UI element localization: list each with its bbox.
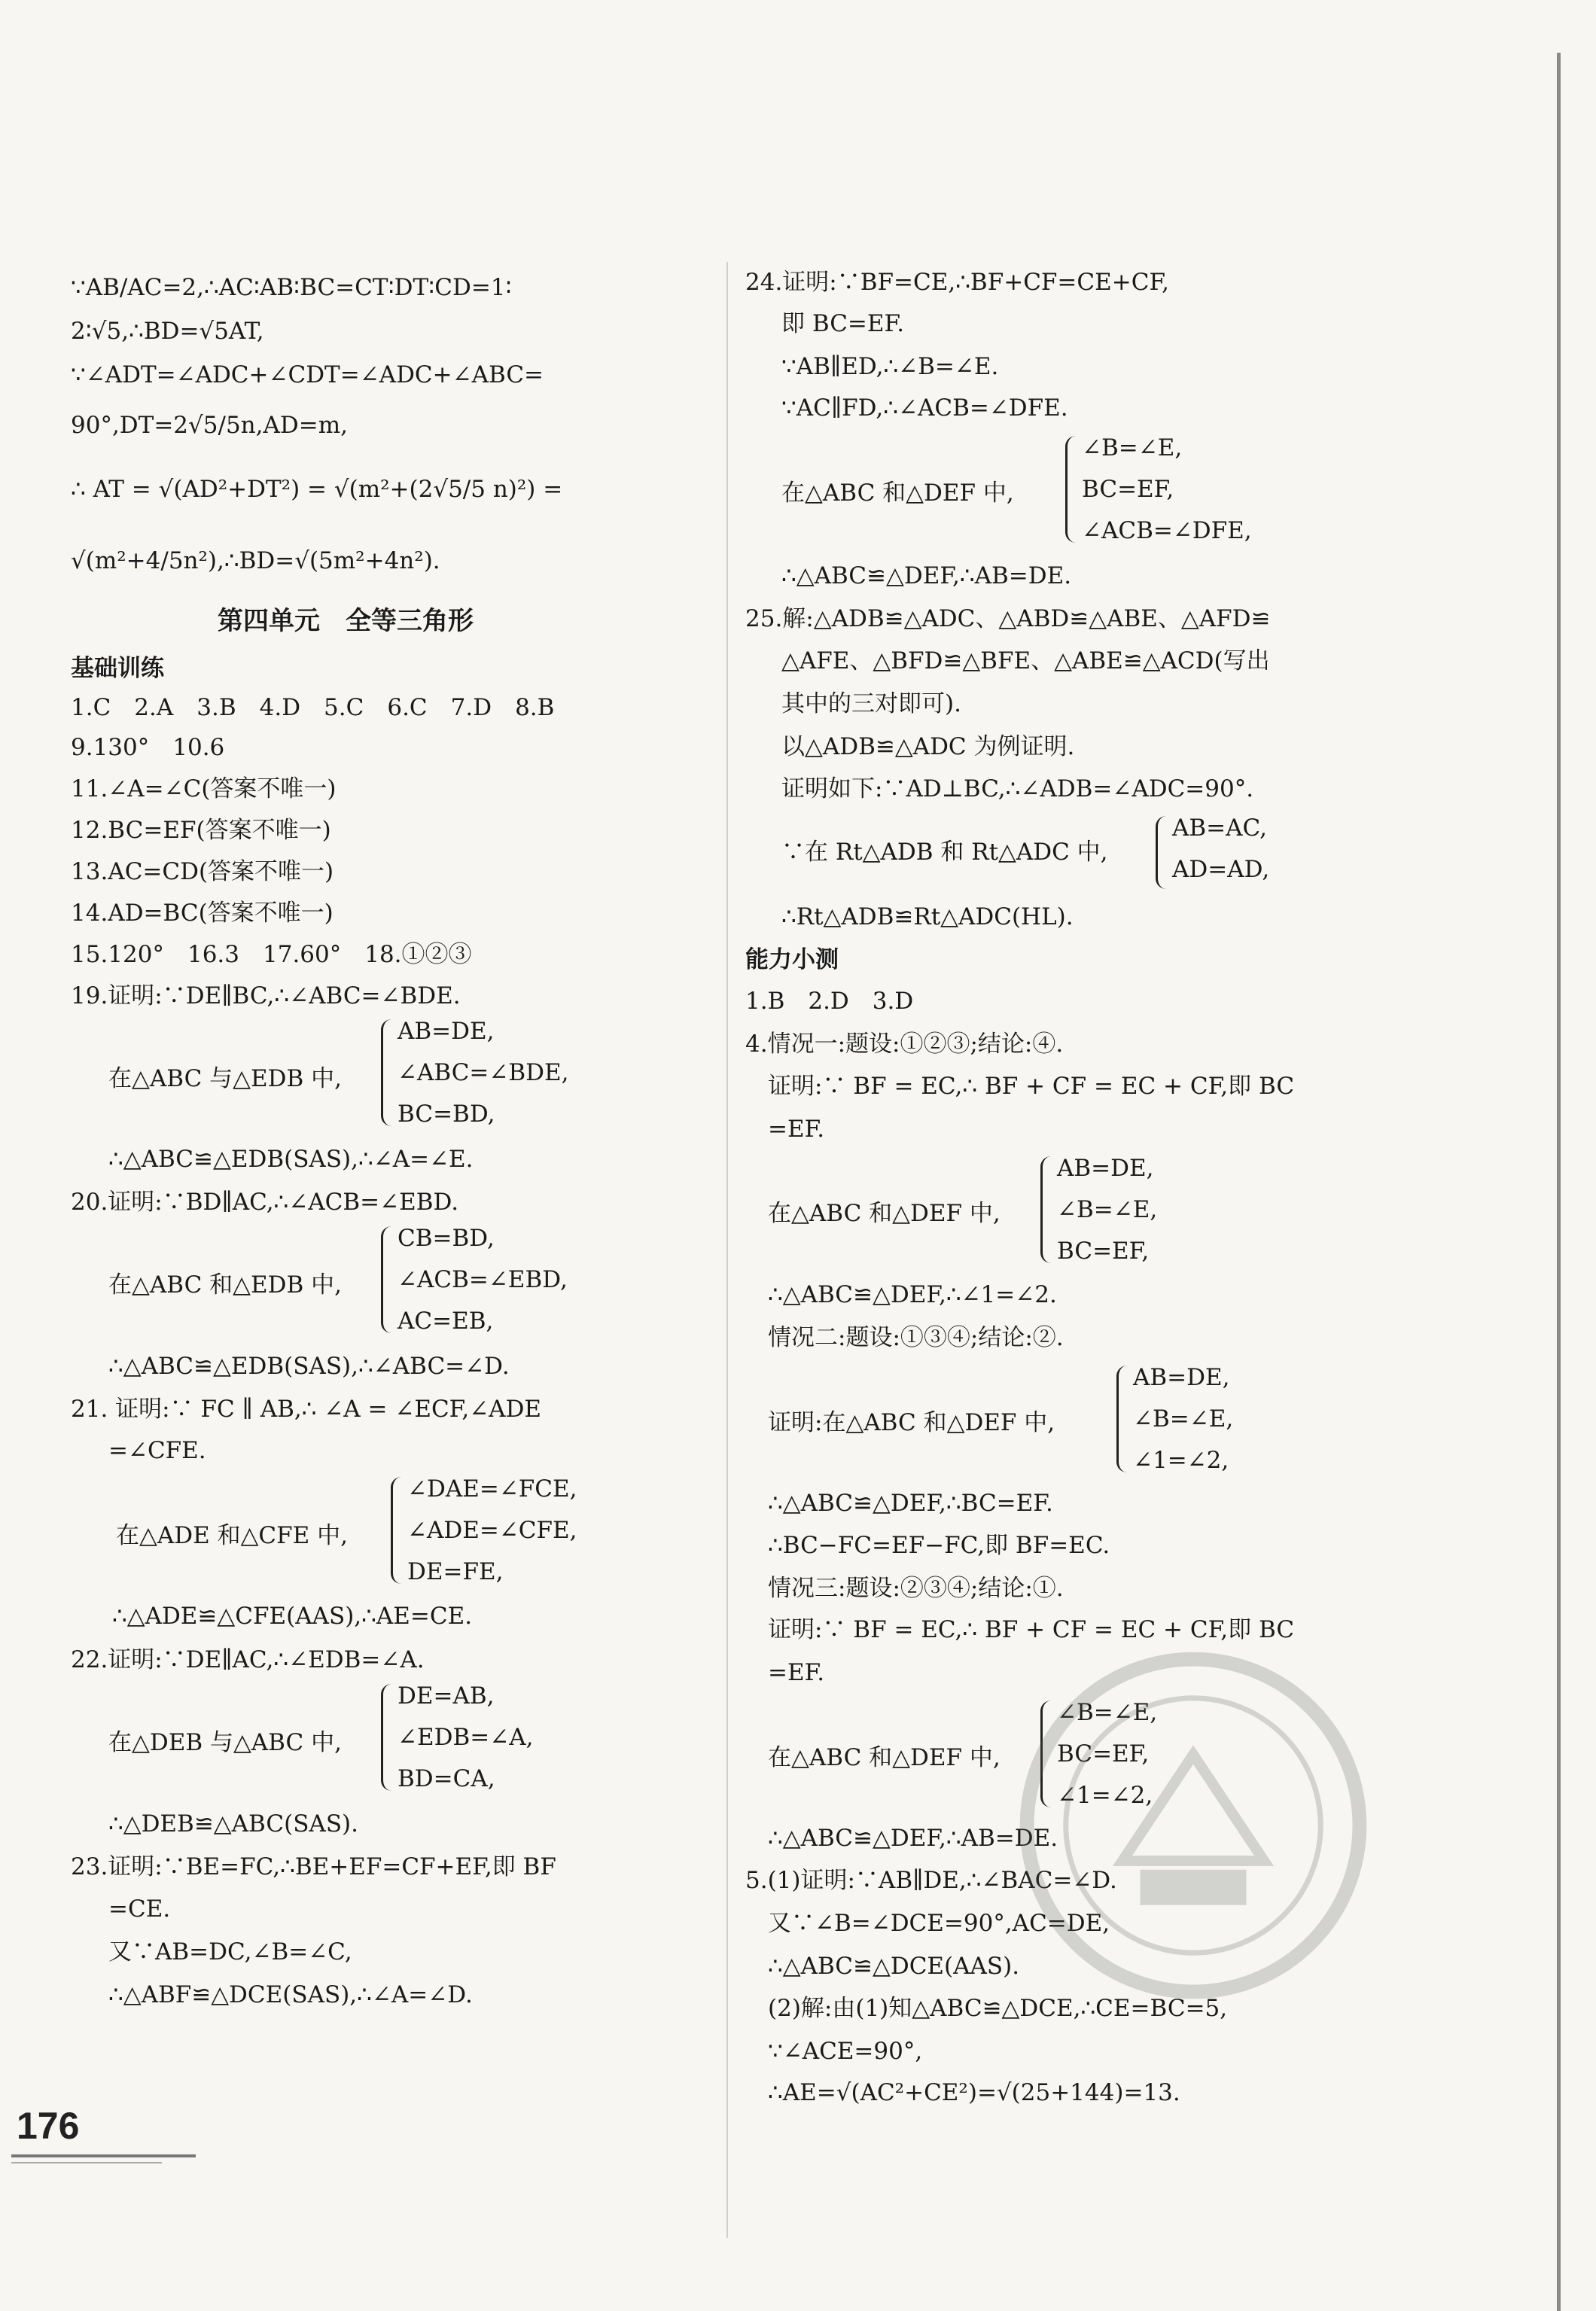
answer-line: 15.120° 16.3 17.60° 18.①②③	[71, 941, 472, 968]
proof-line: 25.解:△ADB≌△ADC、△ABD≌△ABE、△AFD≌	[745, 605, 1271, 632]
system-row: AB=DE,	[397, 1018, 495, 1045]
system-row: AD=AD,	[1172, 856, 1270, 883]
proof-line: 在△ABC 和△DEF 中,	[768, 1744, 1001, 1771]
answer-line: 13.AC=CD(答案不唯一)	[71, 858, 334, 885]
proof-line: 5.(1)证明:∵AB∥DE,∴∠BAC=∠D.	[745, 1867, 1117, 1894]
brace-icon	[1065, 436, 1078, 543]
proof-line: 证明:∵ BF = EC,∴ BF + CF = EC + CF,即 BC	[768, 1073, 1295, 1100]
proof-line: =EF.	[768, 1659, 825, 1686]
proof-line: (2)解:由(1)知△ABC≌△DCE,∴CE=BC=5,	[768, 1995, 1228, 2022]
brace-icon	[381, 1226, 394, 1333]
proof-line: ∴△ABC≌△DEF,∴∠1=∠2.	[768, 1281, 1057, 1308]
system-row: ∠1=∠2,	[1133, 1447, 1229, 1474]
proof-line: 证明:在△ABC 和△DEF 中,	[768, 1409, 1055, 1436]
brace-icon	[1156, 816, 1168, 889]
proof-line: 情况三:题设:②③④;结论:①.	[768, 1575, 1064, 1602]
system-row: AB=DE,	[1057, 1155, 1154, 1182]
answer-line: 9.130° 10.6	[71, 734, 225, 761]
proof-line: ∴△ABF≌△DCE(SAS),∴∠A=∠D.	[108, 1981, 473, 2008]
stamp-watermark-icon	[1016, 1649, 1370, 2002]
proof-line: 在△ABC 和△EDB 中,	[108, 1271, 342, 1299]
proof-line: 22.证明:∵DE∥AC,∴∠EDB=∠A.	[71, 1646, 425, 1673]
proof-line: ∴△ABC≌△DEF,∴BC=EF.	[768, 1490, 1053, 1517]
proof-line: 又∵AB=DC,∠B=∠C,	[108, 1938, 352, 1965]
system-row: BC=EF,	[1057, 1238, 1150, 1265]
proof-line: 在△ADE 和△CFE 中,	[116, 1522, 348, 1549]
system-row: ∠B=∠E,	[1057, 1196, 1158, 1223]
proof-line: ∵AC∥FD,∴∠ACB=∠DFE.	[781, 394, 1068, 422]
equation-system	[1065, 433, 1336, 546]
unit-title: 第四单元 全等三角形	[218, 606, 474, 636]
text-line: ∵AB/AC=2,∴AC∶AB∶BC=CT∶DT∶CD=1∶	[71, 274, 512, 301]
answer-line: 12.BC=EF(答案不唯一)	[71, 817, 331, 844]
proof-line: ∴△ADE≌△CFE(AAS),∴AE=CE.	[112, 1603, 473, 1630]
proof-line: ∵在 Rt△ADB 和 Rt△ADC 中,	[781, 839, 1108, 866]
proof-line: 即 BC=EF.	[781, 310, 905, 337]
system-row: ∠1=∠2,	[1057, 1782, 1153, 1809]
proof-line: 23.证明:∵BE=FC,∴BE+EF=CF+EF,即 BF	[71, 1853, 556, 1880]
proof-line: ∴BC−FC=EF−FC,即 BF=EC.	[768, 1532, 1110, 1559]
proof-line: =∠CFE.	[108, 1437, 206, 1464]
footer-rule	[11, 2162, 162, 2163]
system-row: BC=EF,	[1082, 476, 1174, 503]
brace-icon	[381, 1019, 394, 1126]
text-line: √(m²+4/5n²),∴BD=√(5m²+4n²).	[71, 547, 440, 574]
equation-system	[1040, 1153, 1266, 1266]
text-line: ∵∠ADT=∠ADC+∠CDT=∠ADC+∠ABC=	[71, 361, 544, 388]
answer-line: 1.B 2.D 3.D	[745, 988, 914, 1015]
proof-line: 又∵∠B=∠DCE=90°,AC=DE,	[768, 1910, 1110, 1937]
system-row: BC=EF,	[1057, 1740, 1150, 1768]
proof-line: ∴△ABC≌△EDB(SAS),∴∠ABC=∠D.	[108, 1353, 510, 1380]
system-row: AB=AC,	[1172, 814, 1267, 842]
system-row: BD=CA,	[397, 1765, 495, 1792]
proof-line: 在△ABC 与△EDB 中,	[108, 1065, 342, 1092]
section-heading: 基础训练	[71, 655, 164, 682]
system-row: ∠ABC=∠BDE,	[397, 1059, 569, 1086]
system-row: BC=BD,	[397, 1101, 495, 1128]
system-row: CB=BD,	[397, 1225, 495, 1252]
system-row: AC=EB,	[397, 1308, 494, 1335]
proof-line: ∴AE=√(AC²+CE²)=√(25+144)=13.	[768, 2079, 1180, 2106]
equation-system	[1116, 1363, 1342, 1475]
proof-line: 在△DEB 与△ABC 中,	[108, 1729, 342, 1756]
proof-line: ∴△ABC≌△EDB(SAS),∴∠A=∠E.	[108, 1146, 474, 1173]
system-row: AB=DE,	[1133, 1364, 1230, 1391]
column-divider	[726, 262, 728, 2238]
footer-rule	[11, 2154, 196, 2157]
proof-line: =EF.	[768, 1116, 825, 1143]
proof-line: 在△ABC 和△DEF 中,	[768, 1200, 1001, 1227]
system-row: ∠B=∠E,	[1057, 1699, 1158, 1726]
proof-line: 19.证明:∵DE∥BC,∴∠ABC=∠BDE.	[71, 982, 461, 1009]
text-line: 90°,DT=2√5/5n,AD=m,	[71, 412, 348, 439]
proof-line: 在△ABC 和△DEF 中,	[781, 480, 1014, 507]
page-number: 176	[17, 2105, 80, 2147]
system-row: ∠DAE=∠FCE,	[407, 1475, 577, 1503]
proof-line: 4.情况一:题设:①②③;结论:④.	[745, 1031, 1064, 1058]
proof-line: 24.证明:∵BF=CE,∴BF+CF=CE+CF,	[745, 269, 1169, 296]
section-heading: 能力小测	[745, 946, 839, 973]
answer-line: 14.AD=BC(答案不唯一)	[71, 900, 334, 927]
proof-line: ∵∠ACE=90°,	[768, 2038, 923, 2065]
brace-icon	[381, 1684, 394, 1791]
proof-line: ∵AB∥ED,∴∠B=∠E.	[781, 353, 999, 380]
proof-line: 以△ADB≌△ADC 为例证明.	[781, 733, 1075, 760]
brace-icon	[391, 1477, 404, 1584]
proof-line: ∴△DEB≌△ABC(SAS).	[108, 1810, 359, 1838]
text-line: ∴ AT = √(AD²+DT²) = √(m²+(2√5/5 n)²) =	[71, 476, 563, 503]
proof-line: ∴△ABC≌△DCE(AAS).	[768, 1953, 1020, 1980]
proof-line: 情况二:题设:①③④;结论:②.	[768, 1324, 1064, 1351]
proof-line: 证明如下:∵AD⊥BC,∴∠ADB=∠ADC=90°.	[781, 775, 1254, 802]
brace-icon	[1040, 1156, 1053, 1263]
equation-system	[1156, 813, 1321, 892]
proof-line: 21. 证明:∵ FC ∥ AB,∴ ∠A = ∠ECF,∠ADE	[71, 1396, 542, 1423]
answer-line: 1.C 2.A 3.B 4.D 5.C 6.C 7.D 8.B	[71, 694, 555, 721]
page-edge	[1557, 53, 1561, 2311]
proof-line: =CE.	[108, 1895, 171, 1923]
equation-system	[391, 1474, 677, 1587]
equation-system	[381, 1016, 644, 1129]
equation-system	[381, 1681, 644, 1794]
text-line: 2∶√5,∴BD=√5AT,	[71, 318, 264, 345]
system-row: ∠EDB=∠A,	[397, 1724, 534, 1751]
equation-system	[381, 1223, 644, 1336]
answer-line: 11.∠A=∠C(答案不唯一)	[71, 775, 337, 802]
proof-line: ∴Rt△ADB≌Rt△ADC(HL).	[781, 903, 1074, 930]
proof-line: 20.证明:∵BD∥AC,∴∠ACB=∠EBD.	[71, 1189, 459, 1216]
proof-line: △AFE、△BFD≌△BFE、△ABE≌△ACD(写出	[781, 647, 1270, 674]
proof-line: ∴△ABC≌△DEF,∴AB=DE.	[768, 1825, 1058, 1852]
system-row: DE=AB,	[397, 1682, 495, 1710]
system-row: ∠ADE=∠CFE,	[407, 1517, 577, 1544]
system-row: ∠ACB=∠EBD,	[397, 1266, 568, 1293]
system-row: ∠ACB=∠DFE,	[1082, 517, 1252, 544]
system-row: ∠B=∠E,	[1082, 434, 1183, 461]
proof-line: ∴△ABC≌△DEF,∴AB=DE.	[781, 562, 1072, 589]
proof-line: 证明:∵ BF = EC,∴ BF + CF = EC + CF,即 BC	[768, 1616, 1295, 1643]
proof-line: 其中的三对即可).	[781, 690, 961, 717]
brace-icon	[1116, 1366, 1129, 1472]
system-row: ∠B=∠E,	[1133, 1405, 1234, 1433]
system-row: DE=FE,	[407, 1558, 504, 1585]
